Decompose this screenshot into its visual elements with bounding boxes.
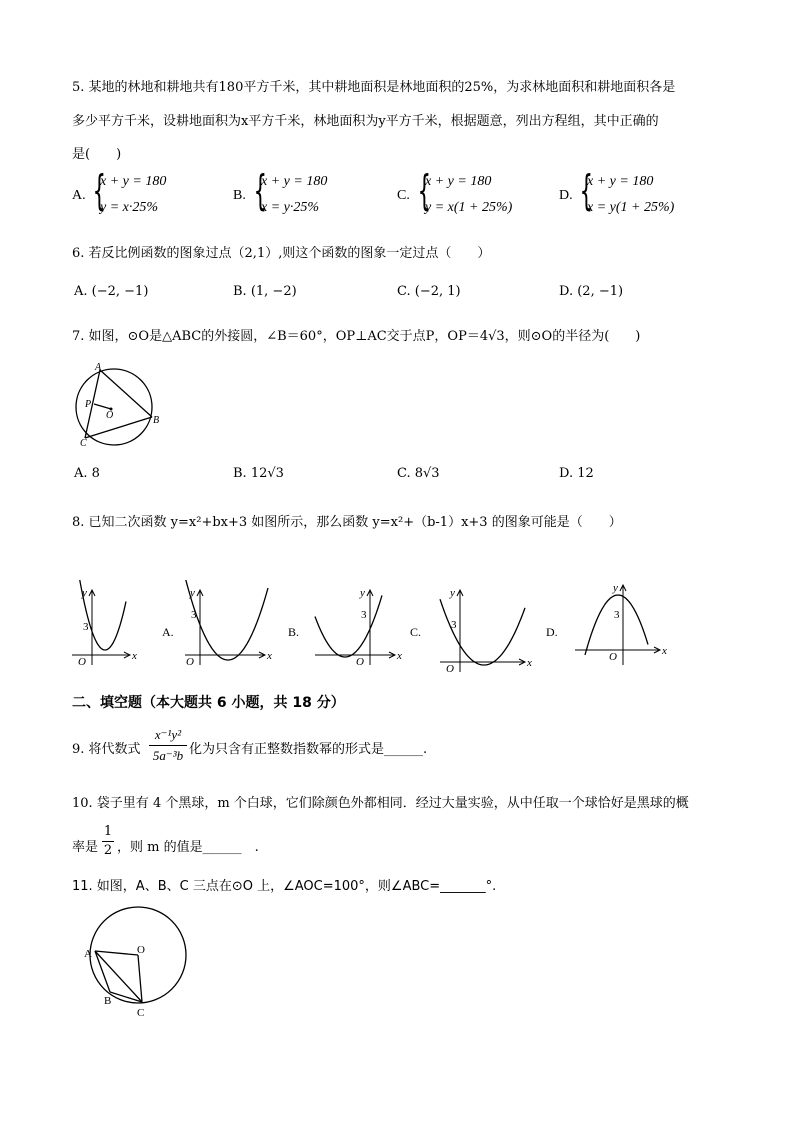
parabola [440,599,525,665]
q6-option-d[interactable]: D. (2, −1) [559,284,624,299]
q7-option-b[interactable]: B. 12√3 [233,466,284,481]
q10-den: 2 [103,843,113,858]
y-axis-label: y [190,587,195,599]
q9-numerator: x⁻¹y² [154,727,182,742]
x-axis-label: x [267,650,272,662]
q7-option-d[interactable]: D. 12 [559,466,594,481]
tick-label-3: 3 [361,609,367,621]
tick-label-3: 3 [191,609,197,621]
y-axis-label: y [613,582,618,594]
q5-eq1: x + y = 180 [100,174,167,189]
q5-brace: { [417,166,432,215]
q10-prefix: 率是 [72,840,99,855]
q5-option-label: D. [559,188,573,203]
q6-option-c[interactable]: C. (−2, 1) [397,284,461,299]
origin-label: O [78,656,86,668]
q8-option-label-c[interactable]: C. [410,625,422,639]
q8-text: 8. 已知二次函数 y=x²+bx+3 如图所示，那么函数 y=x²+（b-1）x+3 的图象可能是（ ） [72,515,622,530]
origin-label: O [186,656,194,668]
q5-eq1: x + y = 180 [587,174,654,189]
parabola [315,595,382,657]
y-axis-label: y [82,587,87,599]
q8-option-label-b[interactable]: B. [288,625,300,639]
q11-label-o: O [137,944,145,956]
q5-line2: 多少平方千米，设耕地面积为x平方千米，林地面积为y平方千米，根据题意，列出方程组，其中正确的 [72,114,659,129]
q6-text: 6. 若反比例函数的图象过点（2,1）,则这个函数的图象一定过点（ ） [72,246,491,261]
q7-label-p: P [85,399,92,410]
x-axis-label: x [397,650,402,662]
tick-label-3: 3 [451,619,457,631]
q5-brace: { [579,166,594,215]
x-axis-label: x [132,650,137,662]
q11-figure [80,905,190,1020]
q9-fraction-bar [149,745,187,746]
q5-line1: 5. 某地的林地和耕地共有180平方千米，其中耕地面积是林地面积的25%，为求林地面积和耕地面积各是 [72,80,676,95]
parabola [585,595,648,655]
q7-label-c: C [80,438,87,449]
q5-option-label: A. [72,188,86,203]
q8-graphs [70,580,690,680]
x-axis-label: x [662,645,667,657]
q5-eq2: x = y(1 + 25%) [587,200,675,215]
tick-label-3: 3 [83,621,89,633]
q7-text: 7. 如图，⊙O是△ABC的外接圆，∠B＝60°，OP⊥AC交于点P，OP＝4√3，则⊙O的半径为( ) [72,329,641,344]
q11-label-b: B [104,995,112,1007]
q6-option-b[interactable]: B. (1, −2) [233,284,297,299]
parabola [72,580,126,650]
q9-suffix: 化为只含有正整数指数幂的形式是______. [189,742,428,757]
q5-eq2: x = y·25% [261,200,320,215]
q5-eq1: x + y = 180 [425,174,492,189]
q5-line3: 是( ) [72,147,122,162]
parabola [185,580,268,660]
y-axis-label: y [360,587,365,599]
tick-label-3: 3 [614,609,620,621]
section2-title: 二、填空题（本大题共 6 小题，共 18 分） [72,695,345,711]
q9-prefix: 9. 将代数式 [72,742,141,757]
q5-eq2: y = x·25% [100,200,159,215]
q9-denominator: 5a⁻³b [152,748,184,763]
x-axis-label: x [527,657,532,669]
q6-option-a[interactable]: A. (−2, −1) [74,284,149,299]
q11-label-a: A [84,948,92,960]
origin-label: O [356,656,364,668]
origin-label: O [609,651,617,663]
q7-option-a[interactable]: A. 8 [74,466,100,481]
q8-option-label-a[interactable]: A. [162,625,174,639]
q7-label-a: A [95,362,102,373]
q5-brace: { [92,166,107,215]
q10-line1: 10. 袋子里有 4 个黑球，m 个白球，它们除颜色外都相同．经过大量实验，从中任取一个球恰好是黑球的概 [72,796,689,811]
q10-suffix: ，则 m 的值是______ . [117,840,259,855]
q7-label-o: O [106,410,114,421]
q10-fraction-bar [102,841,114,842]
q11-text: 11. 如图，A、B、C 三点在⊙O 上，∠AOC=100°，则∠ABC=_______°. [72,879,497,894]
q7-label-b: B [153,415,160,426]
q7-figure [70,360,165,450]
y-axis-label: y [450,587,455,599]
origin-label: O [446,663,454,675]
q8-option-label-d[interactable]: D. [546,625,558,639]
q5-eq1: x + y = 180 [261,174,328,189]
q5-option-label: B. [233,188,246,203]
q10-num: 1 [103,824,113,839]
q5-option-label: C. [397,188,410,203]
q7-option-c[interactable]: C. 8√3 [397,466,440,481]
q5-brace: { [253,166,268,215]
q5-eq2: y = x(1 + 25%) [425,200,513,215]
q11-label-c: C [137,1007,145,1019]
